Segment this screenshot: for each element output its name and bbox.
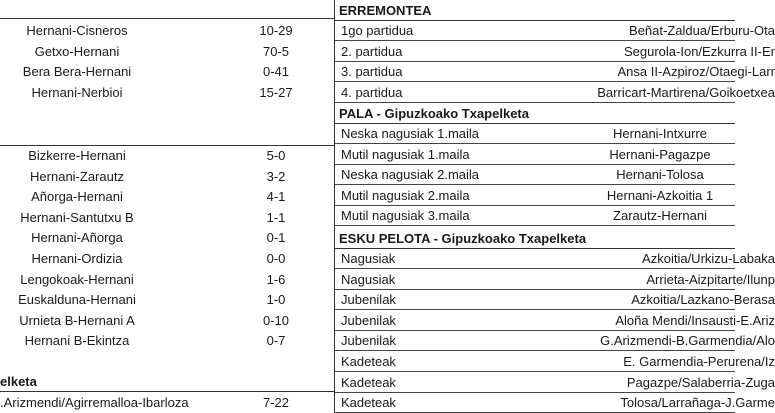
pala-title: PALA - Gipuzkoako Txapelketa <box>339 106 529 121</box>
match-name: Hernani-Santutxu B <box>20 209 134 225</box>
erremontea-title: ERREMONTEA <box>339 3 432 18</box>
result-row <box>335 145 735 165</box>
result-row <box>335 186 735 206</box>
match-score: 0-0 <box>266 251 286 266</box>
divider <box>0 18 334 19</box>
row-label: Neska nagusiak 2.maila <box>341 167 480 183</box>
row-label: Jubenilak <box>341 333 396 349</box>
match-name: .Arizmendi/Agirremalloa-Ibarloza <box>0 395 189 410</box>
result-row <box>335 270 775 290</box>
match-score: 15-27 <box>259 84 293 100</box>
row-value: Hernani-Tolosa <box>616 167 704 183</box>
result-row <box>335 42 775 62</box>
row-value: Hernani-Pagazpe <box>609 146 711 162</box>
match-score: 0-1 <box>266 230 286 246</box>
match-name: Hernani B-Ekintza <box>24 333 130 349</box>
result-row <box>335 352 775 372</box>
match-score: 1-6 <box>266 271 286 287</box>
match-score: 1-0 <box>266 292 286 308</box>
row-value: Tolosa/Larrañaga-J.Garme <box>620 395 775 411</box>
match-score: 3-2 <box>266 168 286 184</box>
row-value: Beñat-Zaldua/Erburu-Ota <box>629 23 775 38</box>
match-name: Urnieta B-Hernani A <box>19 312 135 328</box>
match-name: Hernani-Cisneros <box>26 23 128 38</box>
row-label: 4. partidua <box>341 84 403 100</box>
result-row <box>335 206 735 226</box>
row-value: G.Arizmendi-B.Garmendia/Alo <box>600 333 775 349</box>
row-value: Pagazpe/Salaberria-Zuga <box>626 374 775 390</box>
row-label: Nagusiak <box>341 251 396 266</box>
match-name: Euskalduna-Hernani <box>18 292 136 308</box>
result-row <box>335 21 775 41</box>
match-name: Hernani-Nerbioi <box>31 84 123 100</box>
result-row <box>335 373 775 393</box>
right-results-column <box>335 0 775 413</box>
left-results-column <box>0 0 334 413</box>
result-row <box>335 124 735 144</box>
row-value: Barricart-Martirena/Goikoetxea <box>597 84 775 100</box>
row-label: 2. partidua <box>341 43 403 59</box>
row-value: Segurola-Ion/Ezkurra II-Er <box>623 43 775 59</box>
esku-pelota-title: ESKU PELOTA - Gipuzkoako Txapelketa <box>339 231 587 246</box>
row-label: 1go partidua <box>341 23 414 38</box>
row-label: Kadeteak <box>341 395 396 411</box>
match-name: Hernani-Zarautz <box>30 168 124 184</box>
row-label: Mutil nagusiak 2.maila <box>341 187 470 203</box>
row-label: Kadeteak <box>341 374 396 390</box>
result-row <box>335 165 735 185</box>
row-value: Ansa II-Azpiroz/Otaegi-Larr <box>617 64 775 80</box>
match-score: 1-1 <box>266 209 286 225</box>
row-label: Mutil nagusiak 3.maila <box>341 208 470 224</box>
row-label: Nagusiak <box>341 271 396 287</box>
row-value: Hernani-Azkoitia 1 <box>606 187 714 203</box>
row-label: Kadeteak <box>341 354 396 369</box>
row-value: Zarautz-Hernani <box>613 208 707 224</box>
row-value: Azkoitia/Lazkano-Berasa <box>631 292 775 308</box>
row-value: Aloña Mendi/Insausti-E.Ariz <box>615 312 775 328</box>
match-name: Hernani-Ordizia <box>31 251 123 266</box>
row-label: Neska nagusiak 1.maila <box>341 126 480 141</box>
match-score: 0-10 <box>262 312 290 328</box>
row-value: Hernani-Intxurre <box>613 126 707 141</box>
match-name: Getxo-Hernani <box>34 43 120 59</box>
row-label: 3. partidua <box>341 64 403 80</box>
divider <box>335 225 735 226</box>
match-score: 5-0 <box>266 148 286 163</box>
row-label: Jubenilak <box>341 292 396 308</box>
match-name: Bizkerre-Hernani <box>28 148 126 163</box>
result-row <box>335 249 775 269</box>
match-score: 0-41 <box>262 64 290 79</box>
section-title: elketa <box>0 374 37 389</box>
result-row <box>335 311 775 331</box>
row-value: Arrieta-Aizpitarte/Ilunp <box>646 271 775 287</box>
match-score: 70-5 <box>262 43 290 59</box>
match-score: 10-29 <box>259 23 293 38</box>
match-name: Bera Bera-Hernani <box>22 64 132 79</box>
match-score: 7-22 <box>262 395 290 410</box>
divider <box>0 391 334 392</box>
row-value: E. Garmendia-Perurena/Iz <box>623 354 775 369</box>
result-row <box>335 290 775 310</box>
match-name: Hernani-Añorga <box>31 230 123 246</box>
match-score: 0-7 <box>266 333 286 349</box>
result-row <box>335 331 775 351</box>
result-row <box>335 393 775 413</box>
match-score: 4-1 <box>266 189 286 205</box>
divider <box>335 102 735 103</box>
row-value: Azkoitia/Urkizu-Labaka <box>642 251 775 266</box>
row-label: Jubenilak <box>341 312 396 328</box>
row-label: Mutil nagusiak 1.maila <box>341 146 470 162</box>
result-row <box>335 83 775 103</box>
match-name: Lengokoak-Hernani <box>20 271 134 287</box>
match-name: Añorga-Hernani <box>31 189 123 205</box>
result-row <box>335 62 775 82</box>
